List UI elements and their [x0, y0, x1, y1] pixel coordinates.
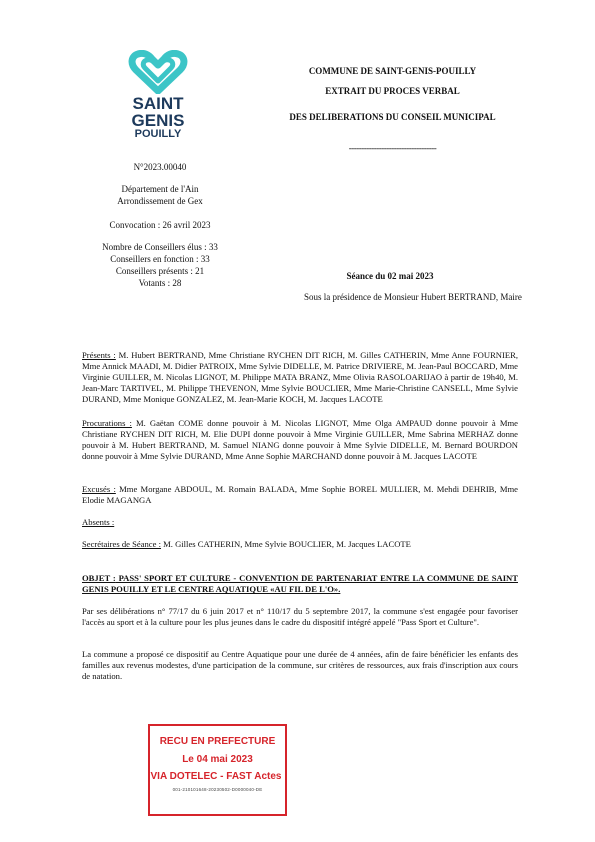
procurations-text: M. Gaëtan COME donne pouvoir à M. Nicolas LIGNOT, Mme Olga AMPAUD donne pouvoir à Mme Christiane RYCHEN DIT RICH, M. Elie DUPI donne pouvoir à Mme Virginie GUILLER, Mme Sabrina MERHAZ donne pouvoir à M. Hubert BERTRAND, M. Samuel NIANG donne pouvoir à Mme Sylvie DIDELLE, M. Bernard BOURDON donne pouvoir à Mme Sylvie DURAND, Mme Anne Sophie MARCHAND donne pouvoir à M. Jacques LACOTE: [82, 418, 518, 461]
procurations-label: Procurations :: [82, 418, 132, 428]
procurations-paragraph: [82, 418, 518, 462]
conseillers-elus: Nombre de Conseillers élus : 33: [102, 242, 218, 252]
seance-date: Séance du 02 mai 2023: [346, 271, 434, 281]
header-commune: COMMUNE DE SAINT-GENIS-POUILLY: [308, 66, 477, 76]
conseillers-presents: Conseillers présents : 21: [115, 266, 205, 276]
header-deliberations: DES DELIBERATIONS DU CONSEIL MUNICIPAL: [289, 112, 496, 122]
votants: Votants : 28: [138, 278, 182, 288]
deliberation-number: N°2023.00040: [133, 162, 187, 172]
prefecture-stamp: [148, 724, 287, 816]
secretaires-paragraph: [82, 539, 518, 550]
conseillers-fonction: Conseillers en fonction : 33: [110, 254, 210, 264]
header-separator: -----------------------------------: [348, 143, 437, 153]
commune-logo: [118, 50, 198, 146]
arrondissement: Arrondissement de Gex: [117, 196, 203, 206]
logo-line-genis: GENIS: [131, 111, 185, 130]
paragraph-1: Par ses délibérations n° 77/17 du 6 juin 2017 et n° 110/17 du 5 septembre 2017, la commune s'est engagée pour favoriser l'accès au sport et à la culture pour les plus jeunes dans le cadre du dispositif intégré appelé "Pass Sport et Culture".: [82, 606, 518, 627]
objet-text: PASS' SPORT ET CULTURE - CONVENTION DE PARTENARIAT ENTRE LA COMMUNE DE SAINT GENIS POUILLY ET LE CENTRE AQUATIQUE «AU FIL DE L'O».: [82, 573, 518, 594]
excuses-text: Mme Morgane ABDOUL, M. Romain BALADA, Mme Sophie BOREL MULLIER, M. Mehdi DEHRIB, Mme Elodie MAGANGA: [82, 484, 518, 505]
absents-paragraph: [82, 517, 518, 528]
paragraph-2: La commune a proposé ce dispositif au Centre Aquatique pour une durée de 4 années, afin de faire bénéficier les enfants des familles aux revenus modestes, d'une participation de la commune, sur critères de ressources, aux frais d'inscription aux cours de natation.: [82, 649, 518, 681]
seance-presidence: Sous la présidence de Monsieur Hubert BERTRAND, Maire: [304, 292, 522, 302]
stamp-received-label: RECU EN PREFECTURE: [159, 736, 276, 747]
convocation: Convocation : 26 avril 2023: [109, 220, 211, 230]
heart-logo-icon: [118, 50, 198, 94]
stamp-channel: VIA DOTELEC - FAST Actes: [150, 771, 282, 782]
presents-label: Présents :: [82, 350, 116, 360]
secretaires-text: M. Gilles CATHERIN, Mme Sylvie BOUCLIER, M. Jacques LACOTE: [160, 539, 411, 549]
stamp-reference: 001-210101648-20230502-D0000040-DE: [172, 787, 263, 792]
departement: Département de l'Ain: [121, 184, 199, 194]
excuses-label: Excusés :: [82, 484, 116, 494]
absents-label: Absents :: [82, 517, 115, 527]
objet-label: OBJET :: [82, 573, 116, 583]
excuses-paragraph: [82, 484, 518, 506]
logo-line-pouilly: POUILLY: [134, 128, 182, 140]
objet-paragraph: [82, 573, 518, 595]
logo-line-saint: SAINT: [132, 94, 184, 113]
secretaires-label: Secrétaires de Séance :: [82, 539, 161, 549]
stamp-date: Le 04 mai 2023: [182, 754, 253, 765]
presents-paragraph: [82, 350, 518, 405]
header-extrait: EXTRAIT DU PROCES VERBAL: [325, 86, 460, 96]
presents-text: M. Hubert BERTRAND, Mme Christiane RYCHEN DIT RICH, M. Gilles CATHERIN, Mme Anne FOURNIER, Mme Annick MAADI, M. Didier PATROIX, Mme Sylvie DIDELLE, M. Patrice DRIVIERE, M. Jean-Paul BOCCARD, Mme Virginie GUILLER, M. Nicolas LIGNOT, M. Philippe MATA BRANZ, Mme Olivia RASOLOARIJAO à partir de 19h40, M. Jean-Marc TARTIVEL, M. Philippe THEVENON, Mme Sylvie BOUCLIER, Mme Marie-Christine CANSELL, Mme Sylvie DURAND, Mme Monique GONZALEZ, M. Jean-Marie KOCH, M. Jacques LACOTE: [82, 350, 518, 404]
